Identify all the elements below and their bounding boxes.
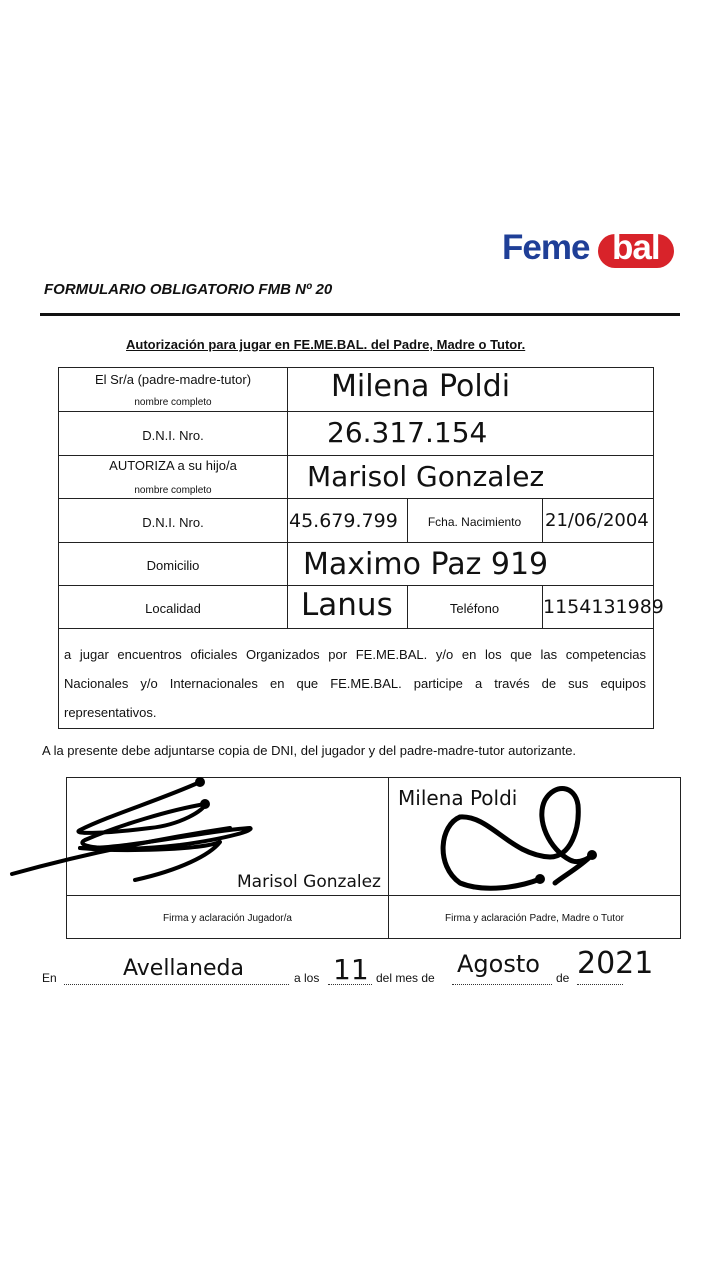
- form-subtitle: Autorización para jugar en FE.ME.BAL. del Padre, Madre o Tutor.: [126, 337, 526, 352]
- authorization-text: a jugar encuentros oficiales Organizados por FE.ME.BAL. y/o en los que las competencias Nacionales y/o Internacionales en que FE.ME.BAL. participe a través de sus equipos representativos.: [64, 647, 646, 720]
- month-dotted-line: [452, 984, 552, 985]
- child-name-value: Marisol Gonzalez: [307, 460, 545, 493]
- child-dni-label: D.N.I. Nro.: [142, 515, 204, 530]
- city-label: Localidad: [145, 601, 201, 616]
- birth-date-label: Fcha. Nacimiento: [427, 515, 522, 529]
- child-name-sublabel: nombre completo: [134, 485, 212, 496]
- logo-text-bal: bal: [612, 228, 660, 267]
- birth-date-value: 21/06/2004: [545, 510, 649, 531]
- year-dotted-line: [577, 984, 623, 985]
- logo-text-fem: Feme: [502, 228, 590, 267]
- place-dotted-line: [64, 984, 289, 985]
- femebal-logo: [502, 228, 677, 274]
- attachment-note: A la presente debe adjuntarse copia de DNI, del jugador y del padre-madre-tutor autorizante.: [42, 743, 577, 758]
- parent-dni-label: D.N.I. Nro.: [142, 428, 204, 443]
- month-value: Agosto: [457, 950, 540, 978]
- date-en-label: En: [42, 971, 57, 985]
- form-title: FORMULARIO OBLIGATORIO FMB Nº 20: [44, 281, 333, 298]
- parent-dni-value: 26.317.154: [327, 416, 488, 449]
- phone-label: Teléfono: [449, 601, 500, 616]
- year-value: 2021: [577, 946, 654, 981]
- parent-name-value: Milena Poldi: [331, 369, 511, 404]
- date-del-mes-label: del mes de: [376, 971, 435, 985]
- logo-red-pill: [598, 228, 674, 268]
- player-printed-name: Marisol Gonzalez: [237, 872, 381, 892]
- day-value: 11: [333, 953, 369, 986]
- address-value: Maximo Paz 919: [303, 547, 549, 582]
- parent-name-label: El Sr/a (padre-madre-tutor): [94, 372, 252, 387]
- title-divider: [40, 313, 680, 316]
- parent-signature-caption: Firma y aclaración Padre, Madre o Tutor: [445, 913, 624, 924]
- player-signature-drawing: [0, 770, 330, 890]
- parent-name-sublabel: nombre completo: [134, 397, 212, 408]
- city-value: Lanus: [301, 587, 393, 623]
- child-dni-value: 45.679.799: [289, 510, 398, 532]
- date-de-label: de: [556, 971, 570, 985]
- parent-signature-drawing: [430, 775, 610, 895]
- address-label: Domicilio: [146, 558, 200, 573]
- parent-printed-name: Milena Poldi: [398, 786, 518, 810]
- date-a-los-label: a los: [294, 971, 320, 985]
- player-signature-caption: Firma y aclaración Jugador/a: [163, 913, 292, 924]
- place-value: Avellaneda: [123, 956, 244, 981]
- phone-value: 1154131989: [543, 596, 664, 618]
- child-name-label: AUTORIZA a su hijo/a: [109, 458, 237, 473]
